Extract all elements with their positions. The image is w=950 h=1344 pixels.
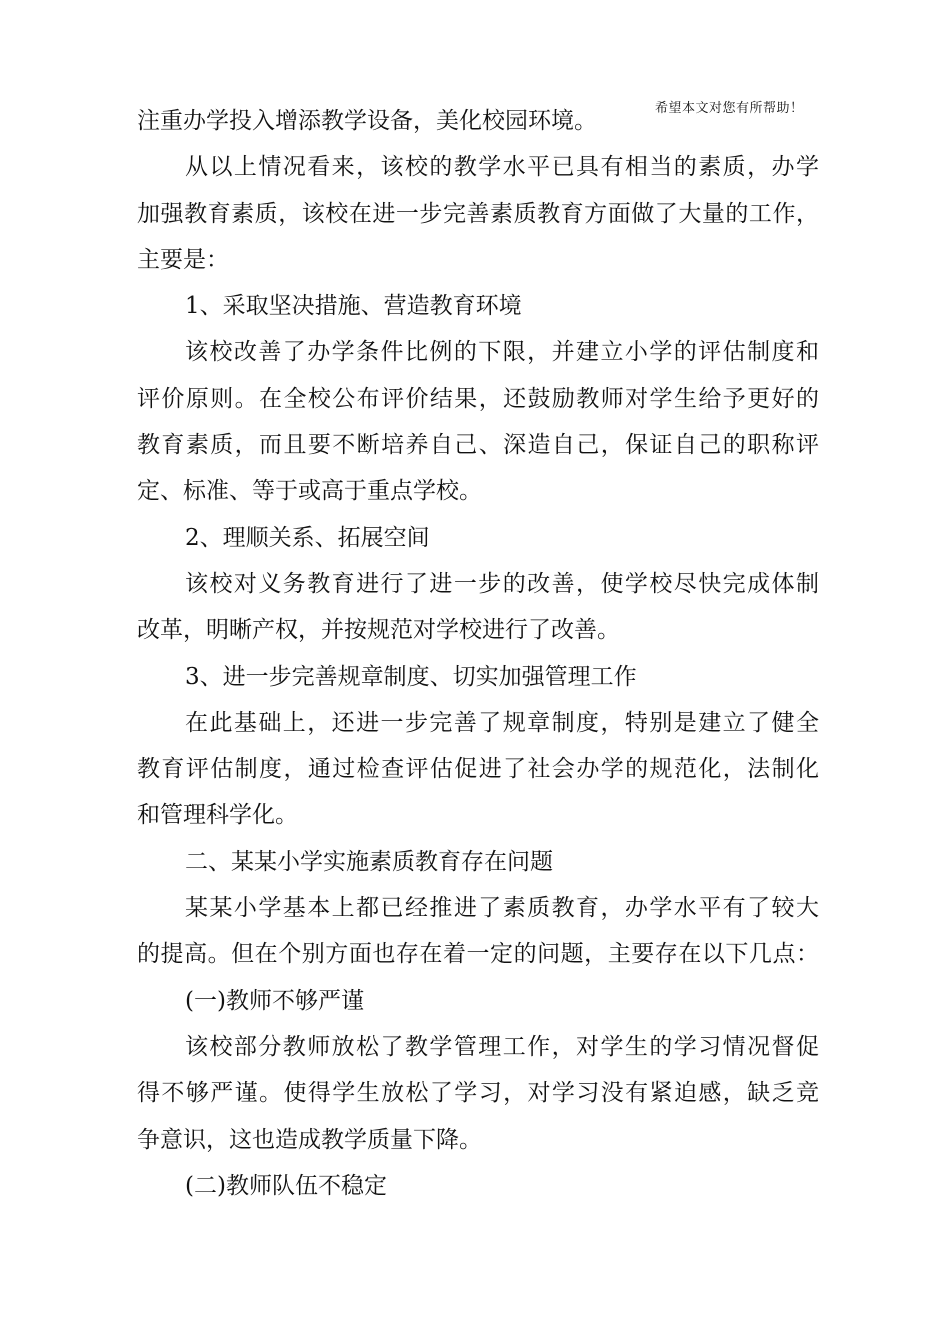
section-heading-1: 1、采取坚决措施、营造教育环境 — [185, 293, 522, 320]
text-line-6: 该校改善了办学条件比例的下限，并建立小学的评估制度和 — [185, 339, 819, 366]
text-line-16: 和管理科学化。 — [137, 802, 298, 829]
subsection-heading-2: (二)教师队伍不稳定 — [185, 1172, 387, 1199]
text-line-14: 在此基础上，还进一步完善了规章制度，特别是建立了健全 — [185, 709, 819, 736]
chapter-heading-2: 二、某某小学实施素质教育存在问题 — [185, 848, 553, 875]
text-line-19: 的提高。但在个别方面也存在着一定的问题，主要存在以下几点： — [137, 941, 819, 968]
text-line-8: 教育素质，而且要不断培养自己、深造自己，保证自己的职称评 — [137, 432, 819, 459]
section-heading-3: 3、进一步完善规章制度、切实加强管理工作 — [185, 663, 637, 690]
text-line-1: 注重办学投入增添教学设备，美化校园环境。 — [137, 108, 597, 134]
text-line-21: 该校部分教师放松了教学管理工作，对学生的学习情况督促 — [185, 1033, 819, 1060]
text-line-12: 改革，明晰产权，并按规范对学校进行了改善。 — [137, 617, 620, 644]
text-line-18: 某某小学基本上都已经推进了素质教育，办学水平有了较大 — [185, 895, 819, 922]
text-line-11: 该校对义务教育进行了进一步的改善，使学校尽快完成体制 — [185, 570, 819, 597]
text-line-2: 从以上情况看来，该校的教学水平已具有相当的素质，办学 — [185, 154, 819, 181]
subsection-heading-1: (一)教师不够严谨 — [185, 987, 364, 1014]
text-line-9: 定、标准、等于或高于重点学校。 — [137, 478, 482, 505]
text-line-23: 争意识，这也造成教学质量下降。 — [137, 1126, 482, 1153]
text-line-15: 教育评估制度，通过检查评估促进了社会办学的规范化，法制化 — [137, 756, 819, 783]
text-line-4: 主要是： — [137, 246, 229, 273]
text-line-22: 得不够严谨。使得学生放松了学习，对学习没有紧迫感，缺乏竞 — [137, 1080, 819, 1107]
header-note: 希望本文对您有所帮助！ — [655, 101, 804, 116]
document-body — [137, 98, 819, 1209]
text-line-3: 加强教育素质，该校在进一步完善素质教育方面做了大量的工作， — [137, 200, 819, 227]
text-line-7: 评价原则。在全校公布评价结果，还鼓励教师对学生给予更好的 — [137, 385, 819, 412]
section-heading-2: 2、理顺关系、拓展空间 — [185, 524, 430, 551]
